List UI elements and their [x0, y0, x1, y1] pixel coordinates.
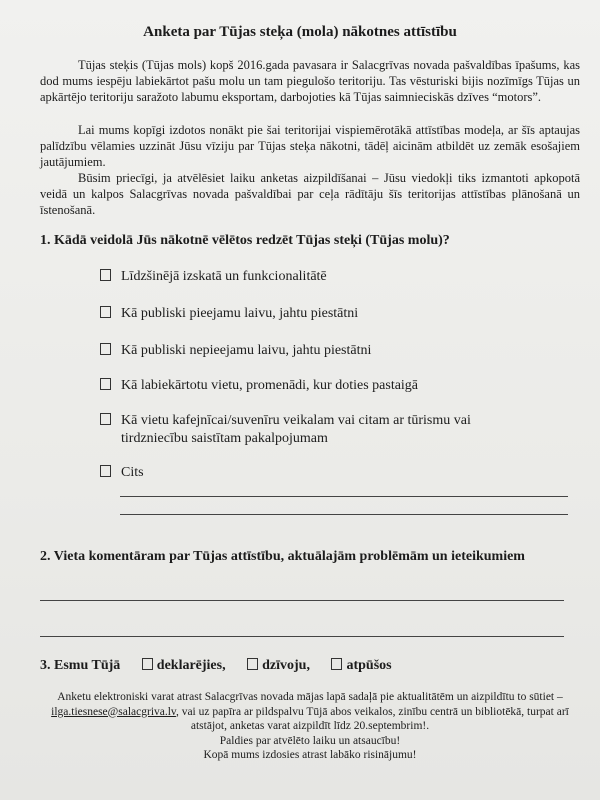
- other-answer-line-2[interactable]: [120, 514, 568, 515]
- footer-email-link[interactable]: ilga.tiesnese@salacgriva.lv: [51, 705, 176, 718]
- checkbox[interactable]: [142, 658, 153, 670]
- intro-paragraph-1: Tūjas steķis (Tūjas mols) kopš 2016.gada pavasara ir Salacgrīvas novada pašvaldības īpašums, kas dod mums iespēju labiekārtot pašu molu un tam piegulošo teritoriju. Tas vēsturiski bijis nozīmīgs Tūjas un apkārtējo teritoriju saražoto labumu eksportam, darbojoties kā Tūjas saimnieciskās dzīves “motors”.: [40, 58, 580, 104]
- checkbox[interactable]: [100, 343, 111, 355]
- option-label: Kā publiski nepieejamu laivu, jahtu piestātni: [121, 343, 372, 358]
- question-1-label: 1. Kādā veidolā Jūs nākotnē vēlētos redzēt Tūjas steķi (Tūjas molu)?: [40, 233, 450, 248]
- checkbox[interactable]: [100, 269, 111, 281]
- option-label: Līdzšinējā izskatā un funkcionalitātē: [121, 269, 327, 284]
- comment-line-1[interactable]: [40, 600, 564, 601]
- option-private-marina[interactable]: [100, 342, 560, 360]
- footer-line-2: , vai uz papīra ar pildspalvu Tūjā abos veikalos, zinību centrā un bibliotēkā, turpat arī atstājot, anketas varat aizpildīt līdz 20.septembrim!.: [175, 705, 569, 732]
- option-public-marina[interactable]: [100, 305, 560, 323]
- question-3-label: 3. Esmu Tūjā: [40, 658, 121, 673]
- footer-line-1: Anketu elektroniski varat atrast Salacgrīvas novada mājas lapā sadaļā pie aktualitātēm un aizpildītu to sūtiet –: [57, 691, 563, 703]
- checkbox[interactable]: [100, 465, 111, 477]
- footer-closing: Kopā mums izdosies atrast labāko risinājumu!: [203, 749, 417, 761]
- checkbox[interactable]: [100, 378, 111, 390]
- choice-vacation[interactable]: [331, 658, 391, 673]
- option-label: Kā vietu kafejnīcai/suvenīru veikalam vai citam ar tūrismu vai tirdzniecību saistītam pakalpojumam: [121, 413, 471, 446]
- option-cafe-shop[interactable]: [100, 412, 560, 448]
- intro-paragraph-3: Būsim priecīgi, ja atvēlēsiet laiku anketas aizpildīšanai – Jūsu viedokļi tiks izmantoti apkopotā veidā un kalpos Salacgrīvas novada pašvaldībai par ceļa rādītāju šīs teritorijas attīstības plānošanā un īstenošanā.: [40, 171, 580, 217]
- checkbox[interactable]: [247, 658, 258, 670]
- choice-live[interactable]: [247, 658, 310, 673]
- footer-thanks: Paldies par atvēlēto laiku un atsaucību!: [219, 734, 401, 747]
- choice-label: dzīvoju,: [262, 658, 310, 673]
- choice-label: atpūšos: [346, 658, 392, 673]
- comment-line-2[interactable]: [40, 636, 564, 637]
- checkbox[interactable]: [100, 306, 111, 318]
- option-label: Kā labiekārtotu vietu, promenādi, kur doties pastaigā: [121, 378, 419, 393]
- option-promenade[interactable]: [100, 377, 560, 395]
- other-answer-line-1[interactable]: [120, 496, 568, 497]
- choice-declared[interactable]: [142, 658, 226, 673]
- choice-label: deklarējies,: [156, 658, 226, 673]
- checkbox[interactable]: [100, 413, 111, 425]
- option-current-state[interactable]: [100, 268, 560, 286]
- page-title: Anketa par Tūjas steķa (mola) nākotnes attīstību: [143, 24, 457, 40]
- question-2-label: 2. Vieta komentāram par Tūjas attīstību, aktuālajām problēmām un ieteikumiem: [40, 549, 525, 564]
- footer-note: [40, 690, 580, 763]
- option-label: Kā publiski pieejamu laivu, jahtu piestātni: [121, 306, 359, 321]
- question-3: [40, 658, 392, 674]
- intro-paragraph-2: Lai mums kopīgi izdotos nonākt pie šai teritorijai vispiemērotākā attīstības modeļa, ar šīs aptaujas palīdzību vēlamies uzzināt Jūsu vīziju par Tūjas steķa nākotni, tādēļ aicinām atbildēt uz zemāk esošajiem jautājumiem.: [40, 123, 580, 169]
- option-other[interactable]: [100, 464, 560, 482]
- option-label: Cits: [121, 465, 144, 480]
- checkbox[interactable]: [331, 658, 342, 670]
